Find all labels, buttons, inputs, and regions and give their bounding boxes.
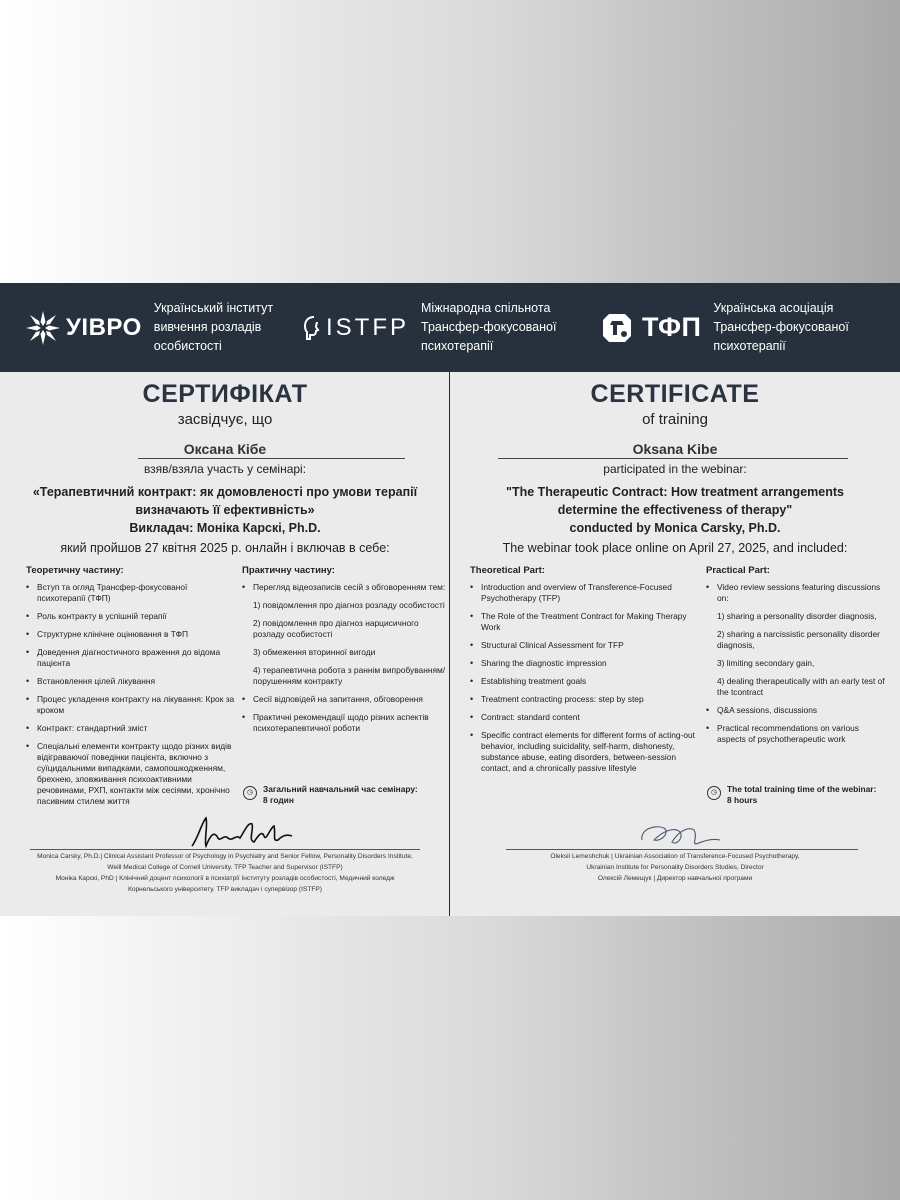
total-time-label: The total training time of the webinar: — [727, 784, 877, 794]
date-line: який пройшов 27 квітня 2025 р. онлайн і включав в себе: — [60, 541, 390, 555]
theory-section — [26, 565, 238, 814]
signatory-footer: Monica Carsky, Ph.D.| Clinical Assistant Professor of Psychology in Psychiatry and Senior Fellow, Personality Disorders Institute, Weill Medical College of Cornell University. TFP Teacher and Supervisor (ISTFP) Моніка Карскі, PhD | Клінічний доцент психології в психіатрії Інституту розладів особистості, Медичний коледж Корнельського університету. TFP викладач і супервізор (ISTFP) — [37, 853, 413, 893]
org-istfp — [302, 283, 556, 372]
ukrainian-certificate — [0, 372, 450, 916]
theory-section — [470, 565, 695, 781]
org-uivro — [26, 283, 273, 372]
list-subitem: 3) обмеження вторинної вигоди — [253, 647, 376, 657]
total-time — [707, 784, 892, 806]
list-item: • Structural Clinical Assessment for TFP — [470, 640, 695, 651]
signatory-footer: Oleksii Lemeshchuk | Ukrainian Association of Transference-Focused Psychotherapy, Ukrainian Institute for Personality Disorders Studies, Director Олексій Лемещук | Директор навчальної програми — [550, 853, 800, 882]
org-abbr: ISTFP — [326, 313, 410, 341]
signature-line — [506, 849, 858, 850]
section-title: Theoretical Part: — [470, 565, 545, 576]
list-item: • Структурне клінічне оцінювання в ТФП — [26, 629, 238, 640]
org-abbr: ТФП — [642, 312, 702, 342]
header-banner — [0, 283, 900, 372]
signature-line — [30, 849, 420, 850]
list-item: • Спеціальні елементи контракту щодо різних видів відіграваючої поведінки пацієнта, включно з суїцидальними випадками, самопошкодженням, брехнею, зловживання психоактивними речовинами, РХП, контакти між сесіями, хронічно пасивним стилем життя — [26, 741, 238, 807]
list-item: • Video review sessions featuring discussions on: — [706, 582, 886, 604]
practice-section — [242, 565, 447, 741]
name-underline — [138, 458, 405, 459]
total-time-value: 8 годин — [263, 795, 294, 805]
date-line: The webinar took place online on April 27, 2025, and included: — [502, 541, 848, 555]
org-tfp — [600, 283, 849, 372]
list-subitem: 4) dealing therapeutically with an early test of the tcontract — [717, 676, 885, 697]
org-description: Міжнародна спільнота Трансфер-фокусованої психотерапії — [421, 301, 557, 353]
list-subitem: 2) повідомлення про діагноз нарцисичного розладу особистості — [253, 618, 419, 639]
list-subitem: 2) sharing a narcissistic personality disorder diagnosis, — [717, 629, 880, 650]
org-abbr: УІВРО — [66, 313, 142, 341]
course-title: "The Therapeutic Contract: How treatment arrangements determine the effectiveness of therapy" — [506, 485, 844, 517]
knot-logo-icon — [600, 311, 634, 345]
recipient-name: Оксана Кібе — [183, 441, 267, 457]
org-description: Український інститут вивчення розладів особистості — [153, 301, 274, 353]
list-item: • Establishing treatment goals — [470, 676, 695, 687]
list-item: • Specific contract elements for different forms of acting-out behavior, including suicidality, self-harm, dishonesty, substance abuse, eating disorders, between-session contact, and a chronically passive lifestyle — [470, 730, 695, 774]
certificate-title: СЕРТИФІКАТ — [142, 380, 308, 408]
certificate — [0, 283, 900, 916]
list-item: • Sharing the diagnostic impression — [470, 658, 695, 669]
total-time-value: 8 hours — [727, 795, 758, 805]
teacher-line: conducted by Monica Carsky, Ph.D. — [569, 521, 781, 535]
list-subitem: 1) повідомлення про діагноз розладу особистості — [253, 600, 445, 610]
list-item: • Перегляд відеозаписів сесій з обговоренням тем: — [242, 582, 447, 593]
practice-section — [706, 565, 886, 752]
signature-monica-carsky — [188, 812, 298, 852]
list-item: • Contract: standard content — [470, 712, 695, 723]
section-title: Практичну частину: — [242, 565, 335, 576]
recipient-name: Oksana Kibe — [632, 441, 718, 457]
list-item: • Роль контракту в успішній терапії — [26, 611, 238, 622]
section-title: Practical Part: — [706, 565, 770, 576]
signature-oleksii-lemeshchuk — [636, 818, 726, 852]
total-time-label: Загальний навчальний час семінару: — [263, 784, 418, 794]
list-item: • Introduction and overview of Transference-Focused Psychotherapy (TFP) — [470, 582, 695, 604]
section-title: Теоретичну частину: — [26, 565, 124, 576]
list-item: • Процес укладення контракту на лікування: Крок за кроком — [26, 694, 238, 716]
list-item: • The Role of the Treatment Contract for Making Therapy Work — [470, 611, 695, 633]
certificate-subtitle: of training — [642, 411, 708, 428]
participation-text: participated in the webinar: — [603, 462, 747, 476]
certificate-title: CERTIFICATE — [590, 380, 760, 408]
list-item: • Доведення діагностичного враження до відома пацієнта — [26, 647, 238, 669]
english-certificate — [450, 372, 900, 916]
certificate-subtitle: засвідчує, що — [177, 411, 273, 428]
list-subitem: 1) sharing a personality disorder diagnosis, — [717, 611, 877, 621]
list-item: • Вступ та огляд Трансфер-фокусованої психотерапії (ТФП) — [26, 582, 238, 604]
list-item: • Встановлення цілей лікування — [26, 676, 238, 687]
list-item: • Сесії відповідей на запитання, обговорення — [242, 694, 447, 705]
name-underline — [498, 458, 848, 459]
teacher-line: Викладач: Моніка Карскі, Ph.D. — [129, 521, 321, 535]
total-time — [243, 784, 443, 806]
list-subitem: 4) терапевтична робота з раннім випробуванням/порушенням контракту — [253, 665, 446, 686]
list-item: • Treatment contracting process: step by step — [470, 694, 695, 705]
clock-icon: ◷ — [243, 786, 257, 800]
course-title: «Терапевтичний контракт: як домовленості про умови терапії визначають її ефективність» — [32, 485, 418, 517]
profile-head-logo-icon — [302, 314, 322, 342]
list-subitem: 3) limiting secondary gain, — [717, 658, 815, 668]
list-item: • Практичні рекомендації щодо різних аспектів психотерапевтичної роботи — [242, 712, 447, 734]
list-item: • Контракт: стандартний зміст — [26, 723, 238, 734]
list-item: • Q&A sessions, discussions — [706, 705, 886, 716]
org-description: Українська асоціація Трансфер-фокусованої психотерапії — [713, 301, 849, 353]
clock-icon: ◷ — [707, 786, 721, 800]
star-burst-logo-icon — [26, 311, 60, 345]
list-item: • Practical recommendations on various aspects of psychotherapeutic work — [706, 723, 886, 745]
participation-text: взяв/взяла участь у семінарі: — [143, 462, 307, 476]
